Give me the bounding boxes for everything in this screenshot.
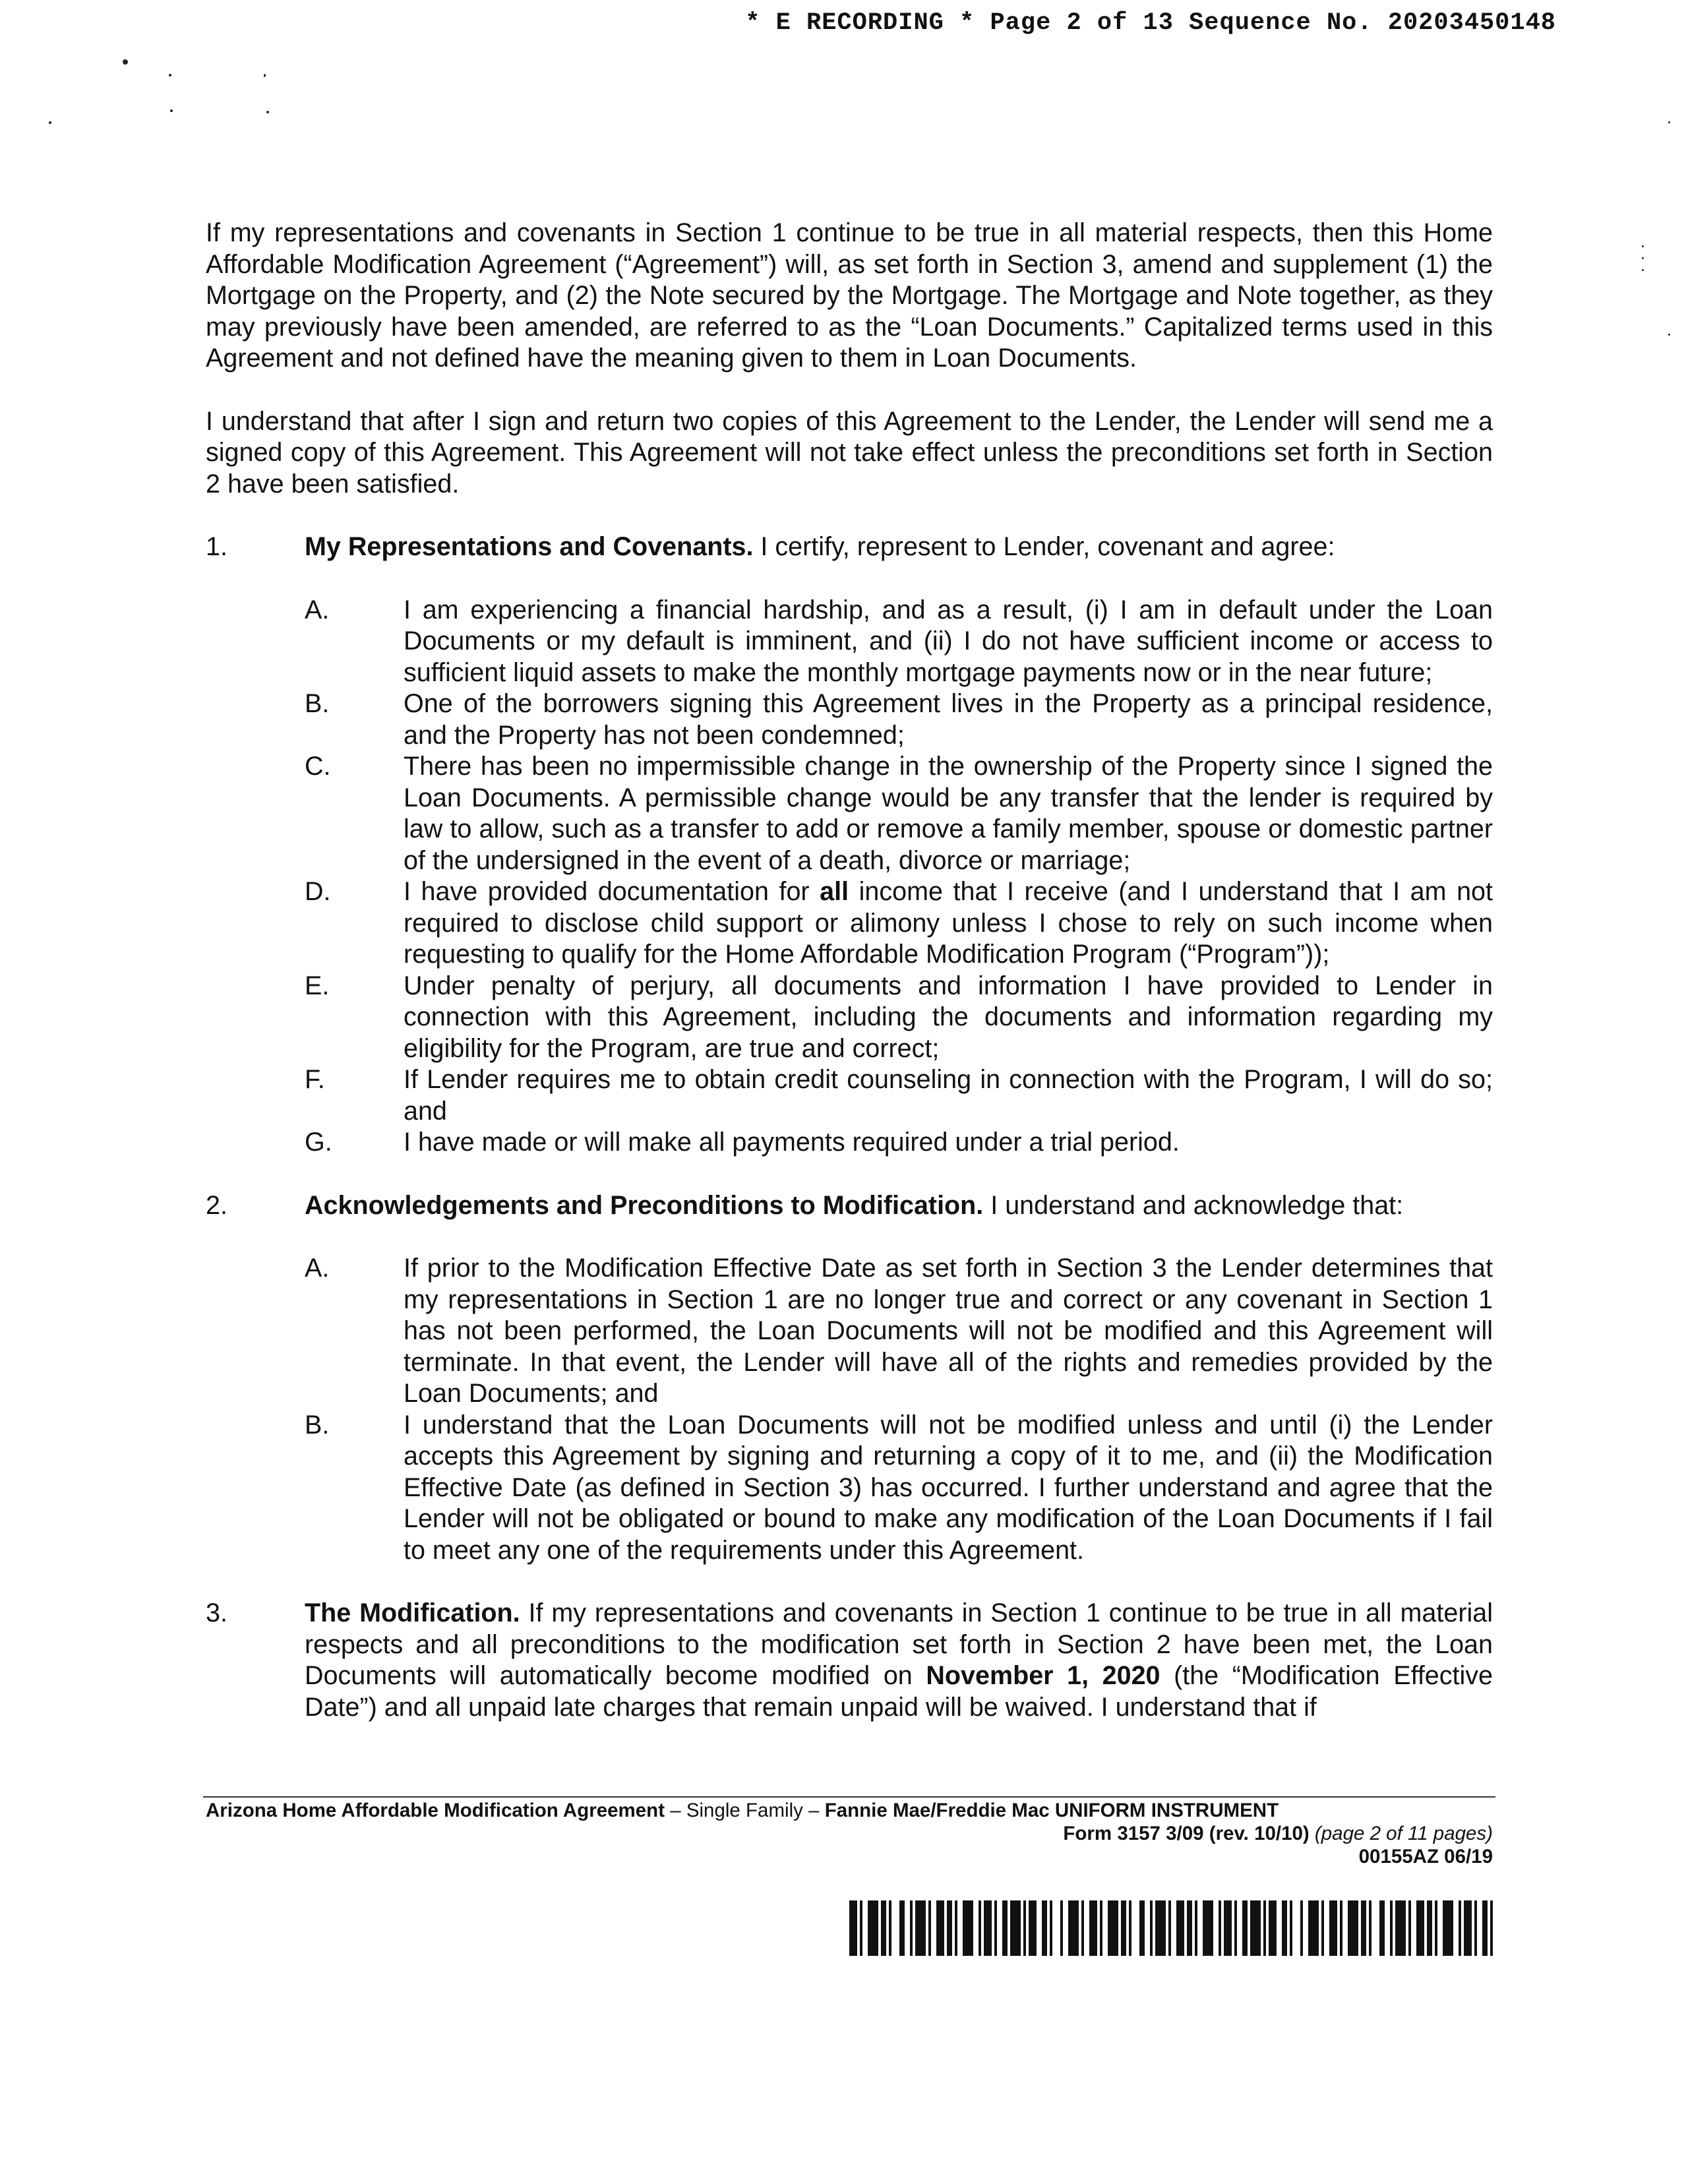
barcode-bar [928, 1900, 931, 1956]
section-text: (the “Modification Effective Date”) and all unpaid late charges that remain unpaid will be waived. I understand that if [305, 1661, 1493, 1722]
item-text: If prior to the Modification Effective Date as set forth in Section 3 the Lender determines that my representations in Section 1 are no longer true and correct or any covenant in Section 1 has not been performed, the Loan Documents will not be modified and this Agreement will terminate. In that event, the Lender will have all of the rights and remedies provided by the Loan Documents; and [404, 1254, 1493, 1408]
emphasis: all [820, 877, 849, 906]
section-title: The Modification. [305, 1598, 520, 1627]
item-letter: C. [305, 752, 331, 781]
item-text: I have made or will make all payments required under a trial period. [404, 1128, 1180, 1157]
item-letter: B. [305, 689, 330, 718]
item-letter: A. [305, 1254, 330, 1283]
barcode-bar [1329, 1900, 1337, 1956]
barcode-bar [1459, 1900, 1461, 1956]
item-letter: G. [305, 1128, 332, 1157]
barcode-bar [955, 1900, 957, 1956]
barcode-bar [1464, 1900, 1472, 1956]
scan-speck [264, 74, 266, 77]
barcode-bar [1010, 1900, 1021, 1956]
list-item [305, 1127, 1493, 1159]
section-1 [206, 531, 1493, 563]
list-item [305, 1253, 1493, 1410]
list-item [305, 688, 1493, 751]
footer-title [206, 1799, 1493, 1822]
section-1-items [305, 595, 1493, 1159]
item-letter: E. [305, 971, 330, 1000]
footer-form-line [206, 1822, 1493, 1845]
barcode-bar [1416, 1900, 1424, 1956]
barcode-bar [1263, 1900, 1266, 1956]
item-text [404, 876, 1493, 971]
footer-divider [203, 1796, 1495, 1798]
barcode-bar [1435, 1900, 1437, 1956]
item-text: If Lender requires me to obtain credit counseling in connection with the Program, I will do so; and [404, 1065, 1493, 1126]
section-title: Acknowledgements and Preconditions to Modification. [305, 1190, 984, 1220]
barcode-bar [1321, 1900, 1324, 1956]
barcode-bar [1490, 1900, 1493, 1956]
list-item [305, 876, 1493, 971]
barcode-bar [984, 1900, 992, 1956]
item-text: One of the borrowers signing this Agreement lives in the Property as a principal residence, and the Property has not been condemned; [404, 689, 1493, 750]
barcode-bar [1187, 1900, 1192, 1956]
scan-speck [170, 109, 173, 112]
barcode-bar [849, 1900, 857, 1956]
scan-speck [169, 74, 171, 76]
page-count: (page 2 of 11 pages) [1309, 1823, 1493, 1844]
item-text: Under penalty of perjury, all documents and information I have provided to Lender in connection with this Agreement, including the documents and information regarding my eligibility for the Program, are true and correct; [404, 971, 1493, 1063]
scan-speck [1642, 257, 1644, 259]
section-number: 1. [206, 532, 227, 561]
barcode-bar [1369, 1900, 1372, 1956]
barcode-bar [1224, 1900, 1232, 1956]
document-body [206, 218, 1493, 1755]
barcode-bar [979, 1900, 981, 1956]
barcode-bar [899, 1900, 905, 1956]
barcode-bar [1060, 1900, 1063, 1956]
barcode-bar [963, 1900, 973, 1956]
scan-speck [123, 59, 128, 65]
item-letter: B. [305, 1410, 330, 1440]
barcode-bar [1379, 1900, 1385, 1956]
barcode-bar [994, 1900, 997, 1956]
barcode-bar [889, 1900, 891, 1956]
barcode-bar [1282, 1900, 1287, 1956]
barcode-bar [1482, 1900, 1488, 1956]
item-letter: F. [305, 1065, 325, 1094]
barcode-bar [868, 1900, 878, 1956]
section-number: 2. [206, 1190, 227, 1220]
item-letter: A. [305, 595, 330, 624]
barcode-bar [1395, 1900, 1406, 1956]
barcode-bar [1081, 1900, 1084, 1956]
barcode-bar [1121, 1900, 1126, 1956]
list-item [305, 1410, 1493, 1567]
section-3 [206, 1598, 1493, 1723]
barcode-bar [1155, 1900, 1166, 1956]
recording-stamp: * E RECORDING * Page 2 of 13 Sequence No. 20203450148 [745, 9, 1556, 37]
scan-speck [1642, 245, 1644, 247]
barcode-bar [881, 1900, 886, 1956]
scan-speck [1642, 269, 1644, 271]
footer-title-bold: Arizona Home Affordable Modification Agreement [206, 1800, 665, 1821]
barcode-bar [1340, 1900, 1342, 1956]
footer-code: 00155AZ 06/19 [1358, 1846, 1493, 1867]
barcode-bar [936, 1900, 944, 1956]
barcode-bar [947, 1900, 952, 1956]
item-text-part: income that I receive (and I understand that I am not required to disclose child support or alimony unless I chose to rely on such income when requesting to qualify for the Home Affordable Modification Program (“Program”)); [404, 877, 1493, 969]
barcode-bar [1474, 1900, 1477, 1956]
item-text-part: I have provided documentation for [404, 877, 820, 906]
barcode-bar [1234, 1900, 1237, 1956]
barcode-bar [1002, 1900, 1008, 1956]
intro-paragraph: If my representations and covenants in Section 1 continue to be true in all material respects, then this Home Affordable Modification Agreement (“Agreement”) will, as set forth in Section 3, amend and supplement (1) the Mortgage on the Property, and (2) the Note secured by the Mortgage. The Mortgage and Note together, as they may previously have been amended, are referred to as the “Loan Documents.” Capitalized terms used in this Agreement and not defined have the meaning given to them in Loan Documents. [206, 218, 1493, 373]
barcode-bar [1023, 1900, 1026, 1956]
barcode-bar [1150, 1900, 1153, 1956]
footer-title-mid: – Single Family – [665, 1800, 825, 1821]
barcode-icon [849, 1900, 1493, 1956]
barcode-bar [1203, 1900, 1213, 1956]
barcode-bar [1219, 1900, 1221, 1956]
barcode-bar [1361, 1900, 1366, 1956]
barcode-bar [1168, 1900, 1171, 1956]
barcode-bar [1068, 1900, 1079, 1956]
list-item [305, 971, 1493, 1065]
barcode-bar [1300, 1900, 1303, 1956]
barcode-bar [1443, 1900, 1453, 1956]
list-item [305, 751, 1493, 876]
footer-title-bold2: Fannie Mae/Freddie Mac UNIFORM INSTRUMENT [824, 1800, 1279, 1821]
barcode-bar [1029, 1900, 1037, 1956]
section-lead: I certify, represent to Lender, covenant and agree: [753, 532, 1335, 561]
barcode-bar [915, 1900, 926, 1956]
scan-speck [1668, 334, 1670, 336]
barcode-bar [1042, 1900, 1047, 1956]
barcode-bar [910, 1900, 913, 1956]
barcode-bar [1089, 1900, 1097, 1956]
section-2 [206, 1190, 1493, 1222]
effective-date: November 1, 2020 [926, 1661, 1160, 1690]
barcode-bar [1100, 1900, 1102, 1956]
barcode-bar [1242, 1900, 1248, 1956]
barcode-bar [1390, 1900, 1393, 1956]
barcode-bar [1050, 1900, 1052, 1956]
form-footer [206, 1799, 1493, 1868]
intro-paragraph: I understand that after I sign and return two copies of this Agreement to the Lender, the Lender will send me a signed copy of this Agreement. This Agreement will not take effect unless the preconditions set forth in Section 2 have been satisfied. [206, 406, 1493, 499]
barcode-bar [1108, 1900, 1118, 1956]
item-letter: D. [305, 877, 331, 906]
item-text: I am experiencing a financial hardship, and as a result, (i) I am in default under the Loan Documents or my default is imminent, and (ii) I do not have sufficient income or access to sufficient liquid assets to make the monthly mortgage payments now or in the near future; [404, 595, 1493, 687]
scan-speck [49, 121, 51, 124]
item-text: I understand that the Loan Documents will not be modified unless and until (i) the Lender accepts this Agreement by signing and returning a copy of it to me, and (ii) the Modification Effective Date (as defined in Section 3) has occurred. I further understand and agree that the Lender will not be obligated or bound to make any modification of the Loan Documents if I fail to meet any one of the requirements under this Agreement. [404, 1410, 1493, 1565]
barcode-bar [1139, 1900, 1145, 1956]
section-number: 3. [206, 1598, 227, 1627]
section-title: My Representations and Covenants. [305, 532, 754, 561]
barcode-bar [860, 1900, 862, 1956]
barcode-bar [1129, 1900, 1131, 1956]
barcode-image [849, 1900, 1493, 1956]
list-item [305, 595, 1493, 689]
section-2-items [305, 1253, 1493, 1566]
list-item [305, 1064, 1493, 1127]
barcode-bar [1269, 1900, 1277, 1956]
barcode-bar [1348, 1900, 1358, 1956]
section-lead: I understand and acknowledge that: [983, 1190, 1404, 1220]
barcode-bar [1195, 1900, 1197, 1956]
barcode-bar [1250, 1900, 1261, 1956]
barcode-bar [1408, 1900, 1411, 1956]
item-text: There has been no impermissible change in the ownership of the Property since I signed the Loan Documents. A permissible change would be any transfer that the lender is required by law to allow, such as a transfer to add or remove a family member, spouse or domestic partner of the undersigned in the event of a death, divorce or marriage; [404, 752, 1493, 875]
scan-speck [1668, 121, 1670, 123]
section-text: If my representations and covenants in Section 1 continue to be true in all material respects and all preconditions to the modification set forth in Section 2 have been met, the Loan Documents will automatically become modified on [305, 1598, 1493, 1690]
barcode-bar [1427, 1900, 1432, 1956]
scan-speck [266, 111, 269, 113]
barcode-bar [1308, 1900, 1319, 1956]
barcode-bar [1176, 1900, 1184, 1956]
form-number: Form 3157 3/09 (rev. 10/10) [1063, 1823, 1310, 1844]
barcode-bar [1290, 1900, 1292, 1956]
